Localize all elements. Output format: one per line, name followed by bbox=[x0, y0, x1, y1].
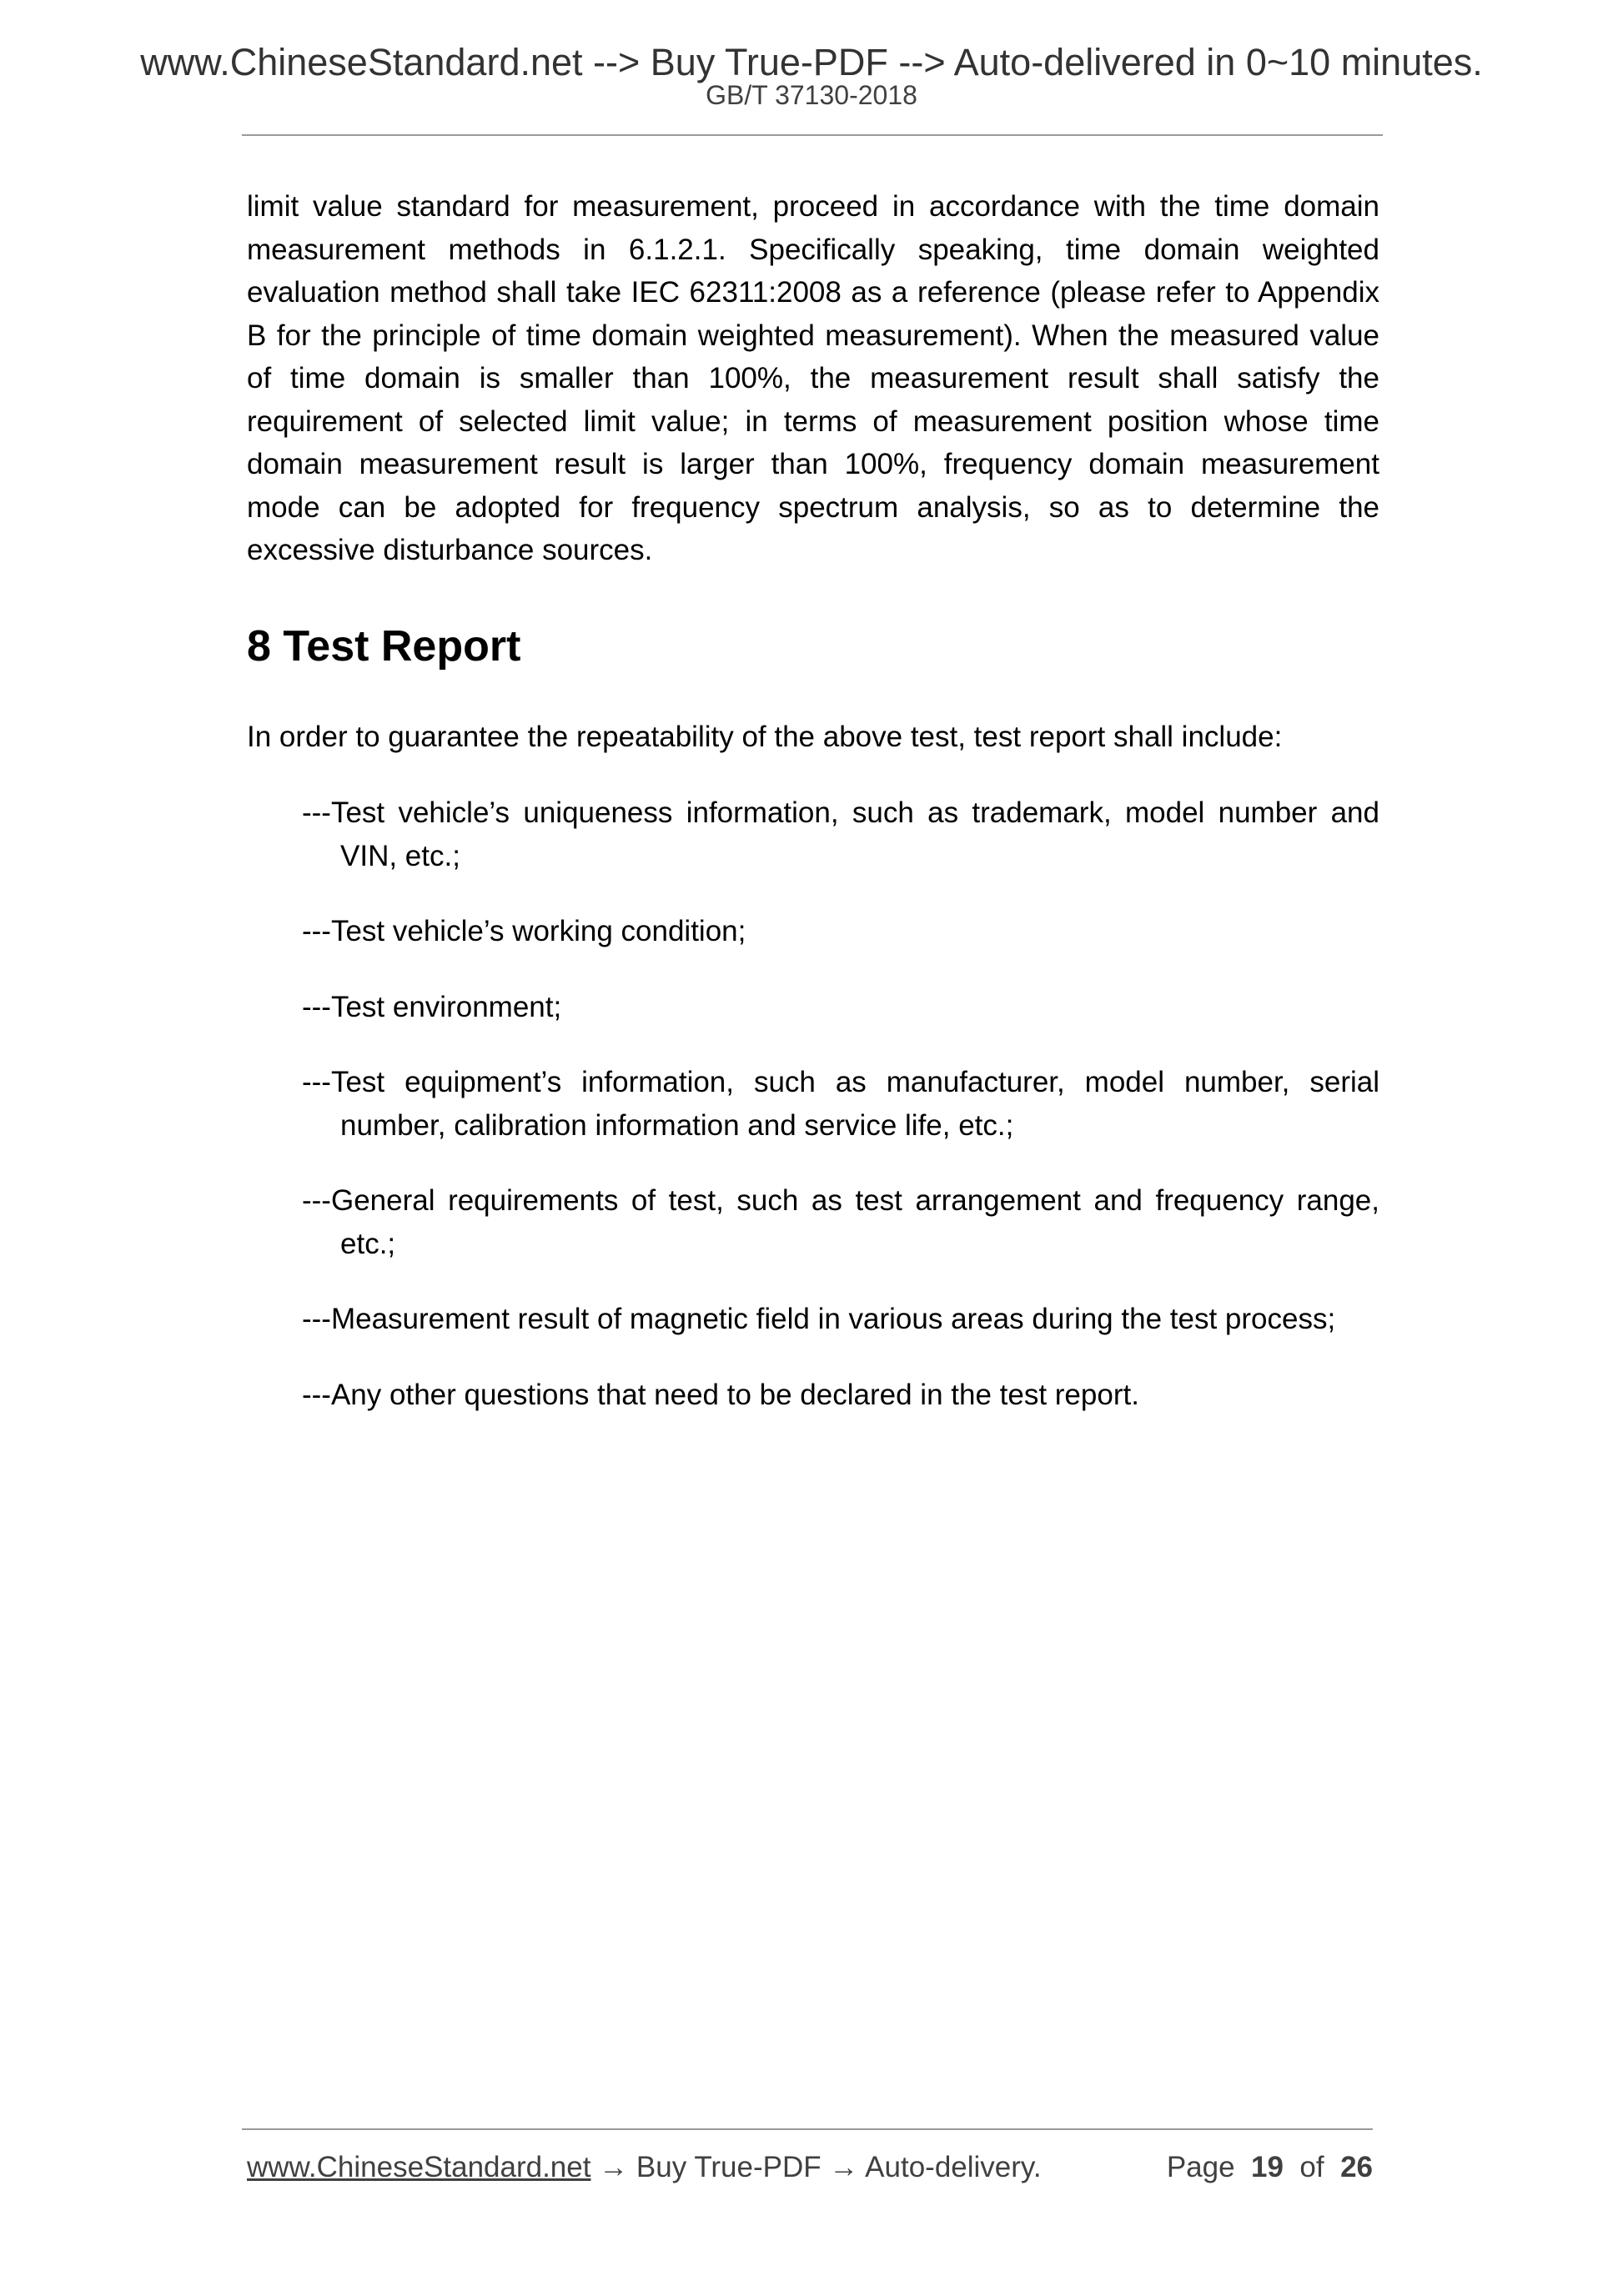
body-paragraph: limit value standard for measurement, proceed in accordance with the time domain measurement methods in 6.1.2.1. Specifically speaking, time domain weighted evaluation method shall take IEC 62311:2008 as a reference (please refer to Appendix B for the principle of time domain weighted measurement). When the measured value of time domain is smaller than 100%, the measurement result shall satisfy the requirement of selected limit value; in terms of measurement position whose time domain measurement result is larger than 100%, frequency domain measurement mode can be adopted for frequency spectrum analysis, so as to determine the excessive disturbance sources. bbox=[247, 190, 1379, 566]
page-content bbox=[247, 185, 1379, 1449]
list-item: ---Test equipment’s information, such as manufacturer, model number, serial number, calibration information and service life, etc.; bbox=[302, 1066, 1379, 1142]
footer-divider bbox=[242, 2128, 1373, 2130]
top-banner: www.ChineseStandard.net --> Buy True-PDF --> Auto-delivered in 0~10 minutes. bbox=[140, 41, 1483, 83]
list-item: ---Test vehicle’s uniqueness information, such as trademark, model number and VIN, etc.; bbox=[302, 796, 1379, 872]
page-total: 26 bbox=[1340, 2151, 1373, 2183]
report-items-list bbox=[302, 791, 1379, 1416]
page-label: Page bbox=[1166, 2151, 1235, 2183]
page-number: 19 bbox=[1251, 2151, 1284, 2183]
section-intro: In order to guarantee the repeatability of the above test, test report shall include: bbox=[247, 720, 1283, 753]
page-indicator bbox=[1167, 2150, 1373, 2185]
section-heading: 8 Test Report bbox=[247, 621, 521, 671]
list-item: ---Test environment; bbox=[302, 990, 562, 1023]
of-label: of bbox=[1299, 2151, 1324, 2183]
standard-code: GB/T 37130-2018 bbox=[706, 80, 917, 110]
footer-tagline: → Buy True-PDF → Auto-delivery. bbox=[590, 2151, 1042, 2183]
list-item: ---Measurement result of magnetic field in various areas during the test process; bbox=[302, 1303, 1336, 1336]
list-item: ---Test vehicle’s working condition; bbox=[302, 915, 746, 948]
footer-site-link[interactable]: www.ChineseStandard.net bbox=[247, 2151, 591, 2183]
list-item: ---General requirements of test, such as test arrangement and frequency range, etc.; bbox=[302, 1184, 1379, 1260]
list-item: ---Any other questions that need to be declared in the test report. bbox=[302, 1378, 1139, 1411]
footer-left bbox=[247, 2150, 1042, 2185]
header-divider bbox=[242, 134, 1383, 136]
